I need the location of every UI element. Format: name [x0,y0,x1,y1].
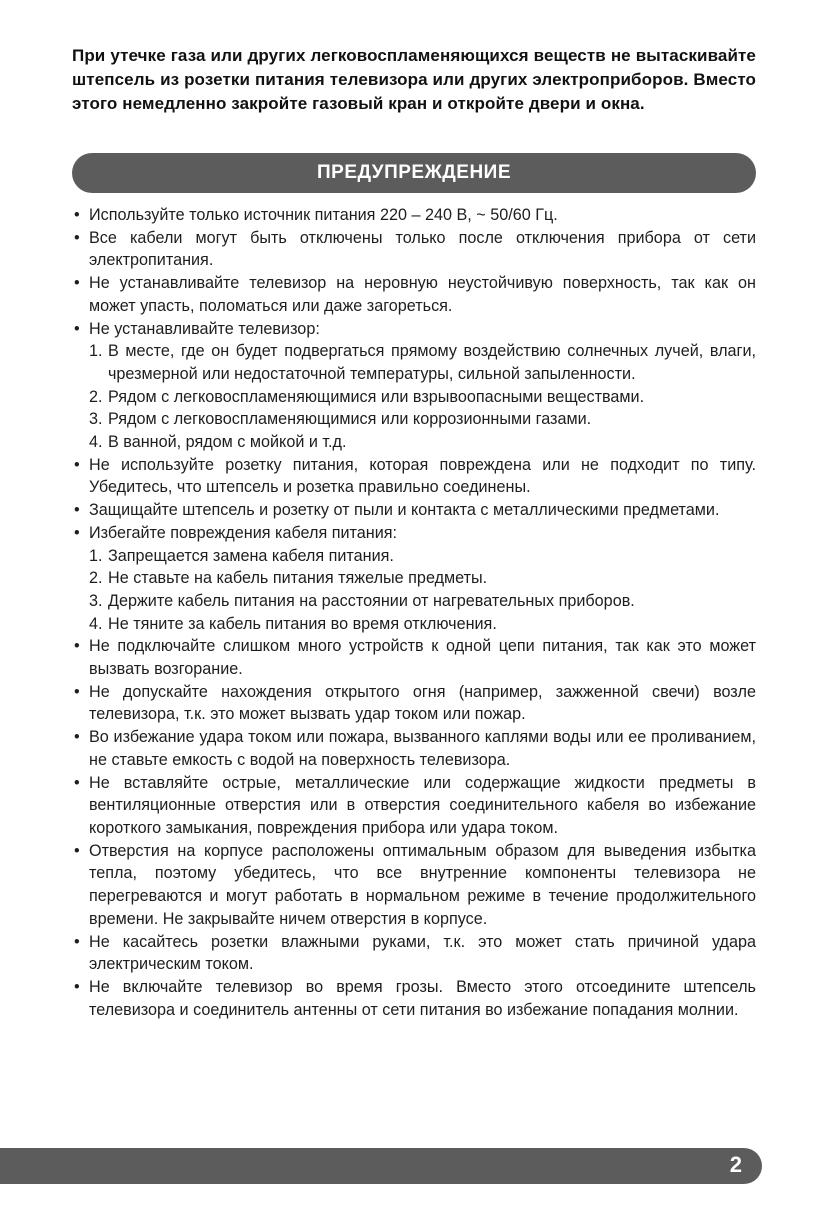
bullet-icon: • [74,319,80,338]
bullet-icon: • [74,841,80,860]
item-text: Не касайтесь розетки влажными руками, т.к. это может стать причиной удара электрическим током. [89,932,756,974]
sub-item [72,386,756,409]
item-text: Отверстия на корпусе расположены оптимальным образом для выведения избытка тепла, поэтому убедитесь, что все внутренние компоненты телевизора не перегреваются и могут работать в нормальном режиме в течение продолжительного времени. Не закрывайте ничем отверстия в корпусе. [89,841,756,928]
bullet-icon: • [74,773,80,792]
sub-item-number: 2. [89,387,103,406]
item-text: Не допускайте нахождения открытого огня (например, зажженной свечи) возле телевизора, т.к. это может вызвать удар током или пожар. [89,682,756,724]
warning-item [72,976,756,1021]
bullet-icon: • [74,455,80,474]
bullet-icon: • [74,501,80,520]
item-text: В месте, где он будет подвергаться прямому воздействию солнечных лучей, влаги, чрезмерной или недостаточной температуры, сильной запыленности. [108,342,756,383]
warning-item [72,454,756,499]
warning-item [72,635,756,680]
sub-item-number: 1. [89,342,103,361]
warning-list [72,204,756,1021]
item-text: Защищайте штепсель и розетку от пыли и контакта с металлическими предметами. [89,501,720,520]
warning-banner-title: ПРЕДУПРЕЖДЕНИЕ [316,162,512,183]
item-text: Во избежание удара током или пожара, вызванного каплями воды или ее проливанием, не ставьте емкость с водой на поверхность телевизора. [89,728,756,769]
page-number: 2 [729,1152,742,1177]
sub-item [72,567,756,590]
sub-item [72,545,756,568]
sub-item-number: 4. [89,614,103,633]
item-text: Не включайте телевизор во время грозы. Вместо этого отсоедините штепсель телевизора и соединитель антенны от сети питания во избежание попадания молнии. [89,977,756,1019]
warning-banner [72,153,756,193]
item-text: Не ставьте на кабель питания тяжелые предметы. [108,569,488,588]
sub-item [72,431,756,454]
item-text: Держите кабель питания на расстоянии от нагревательных приборов. [108,591,635,610]
item-text: Не тяните за кабель питания во время отключения. [108,614,497,633]
warning-item [72,726,756,771]
sub-item-number: 4. [89,433,103,452]
bullet-icon: • [74,228,80,247]
bullet-icon: • [74,682,80,701]
item-text: Избегайте повреждения кабеля питания: [89,523,397,542]
item-text: Не устанавливайте телевизор: [89,319,320,338]
bullet-icon: • [74,932,80,951]
warning-item [72,840,756,931]
bullet-icon: • [74,728,80,747]
warning-item [72,931,756,976]
footer-bar [0,1148,762,1184]
warning-item [72,772,756,840]
bullet-icon: • [74,637,80,656]
warning-item [72,204,756,227]
sub-item [72,613,756,636]
item-text: Рядом с легковоспламеняющимися или взрывоопасными веществами. [108,387,645,406]
bullet-icon: • [74,523,80,542]
sub-item-number: 3. [89,410,103,429]
item-text: В ванной, рядом с мойкой и т.д. [108,433,347,452]
warning-item [72,272,756,317]
item-text: Используйте только источник питания 220 – 240 В, ~ 50/60 Гц. [89,206,558,224]
sub-item [72,340,756,385]
bullet-icon: • [74,206,80,224]
sub-item-number: 1. [89,546,103,565]
item-text: Не подключайте слишком много устройств к одной цепи питания, так как это может вызвать возгорание. [89,637,756,679]
item-text: Не используйте розетку питания, которая повреждена или не подходит по типу. Убедитесь, что штепсель и розетка правильно соединены. [89,455,756,497]
sub-item-number: 3. [89,591,103,610]
item-text: Все кабели могут быть отключены только после отключения прибора от сети электропитания. [89,228,756,270]
warning-item [72,227,756,272]
item-text: Не вставляйте острые, металлические или содержащие жидкости предметы в вентиляционные отверстия или в отверстия соединительного кабеля во избежание короткого замыкания, повреждения прибора или удара током. [89,773,756,837]
sub-item [72,590,756,613]
gas-leak-notice: При утечке газа или других легковоспламеняющихся веществ не вытаскивайте штепсель из розетки питания телевизора или других электроприборов. Вместо этого немедленно закройте газовый кран и откройте двери и окна. [72,46,756,113]
bullet-icon: • [74,977,80,996]
warning-item [72,681,756,726]
sub-item-number: 2. [89,569,103,588]
bullet-icon: • [74,274,80,293]
warning-item [72,499,756,522]
item-text: Не устанавливайте телевизор на неровную неустойчивую поверхность, так как он может упасть, поломаться или даже загореться. [89,274,756,315]
warning-item [72,318,756,341]
item-text: Запрещается замена кабеля питания. [108,546,394,565]
item-text: Рядом с легковоспламеняющимися или коррозионными газами. [108,410,592,429]
sub-item [72,408,756,431]
warning-item [72,522,756,545]
